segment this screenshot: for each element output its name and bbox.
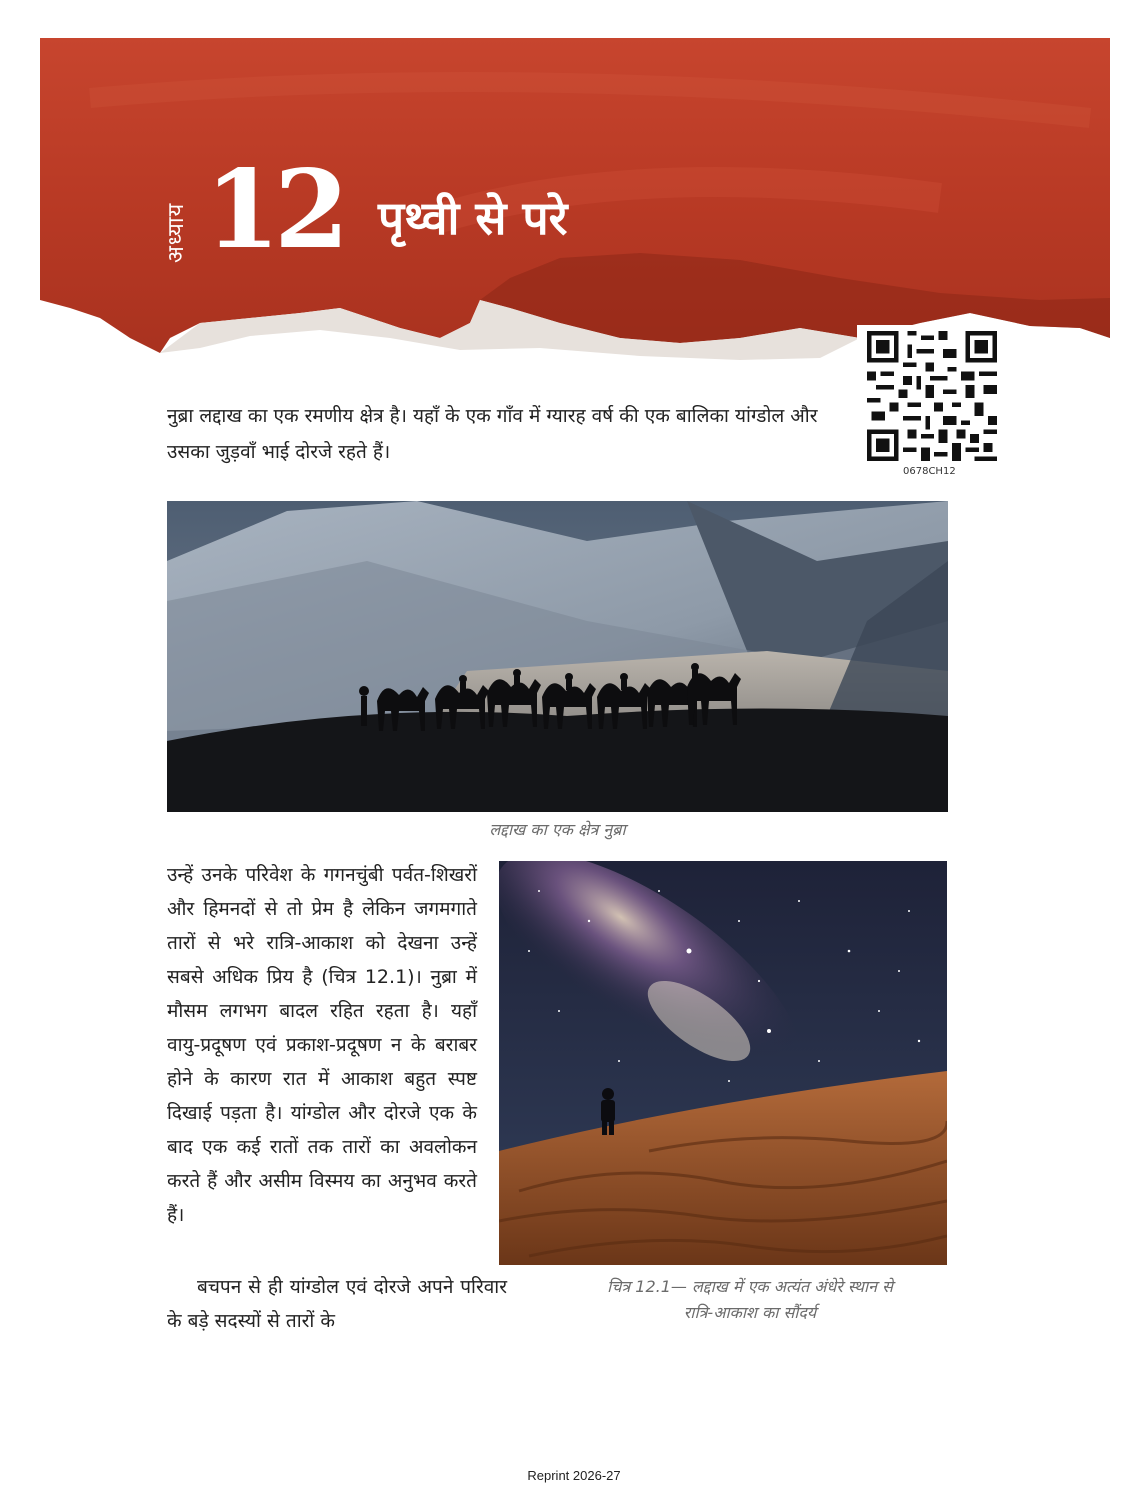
- chapter-label: अध्याय: [164, 202, 189, 263]
- nubra-photo: [167, 501, 948, 812]
- red-paper-banner: [40, 38, 1110, 368]
- chapter-banner: [40, 38, 1110, 368]
- intro-paragraph: नुब्रा लद्दाख का एक रमणीय क्षेत्र है। यहाँ के एक गाँव में ग्यारह वर्ष की एक बालिका यांग्डोल और उसका जुड़वाँ भाई दोरजे रहते हैं।: [167, 405, 818, 463]
- qr-code[interactable]: [857, 325, 1007, 463]
- night-sky-photo: [499, 861, 947, 1265]
- qr-code-icon: [864, 331, 1000, 461]
- chapter-number: 12: [205, 147, 344, 273]
- reprint-footer: Reprint 2026-27: [527, 1468, 621, 1483]
- body-paragraph-1: उन्हें उनके परिवेश के गगनचुंबी पर्वत-शिखरों और हिमनदों से तो प्रेम है लेकिन जगमगाते तारों से भरे रात्रि-आकाश को देखना उन्हें सबसे अधिक प्रिय है (चित्र 12.1)। नुब्रा में मौसम लगभग बादल रहित रहता है। यहाँ वायु-प्रदूषण एवं प्रकाश-प्रदूषण न के बराबर होने के कारण रात में आकाश बहुत स्पष्ट दिखाई पड़ता है। यांग्डोल और दोरजे एक के बाद एक कई रातों तक तारों का अवलोकन करते हैं और असीम विस्मय का अनुभव करते हैं।: [167, 864, 477, 1226]
- chapter-title: पृथ्वी से परे: [378, 191, 568, 245]
- night-sky-caption: [540, 1274, 960, 1326]
- qr-code-label: 0678CH12: [903, 466, 956, 477]
- night-sky-caption-line-2: रात्रि-आकाश का सौंदर्य: [683, 1303, 817, 1322]
- body-paragraph-2: बचपन से ही यांग्डोल एवं दोरजे अपने परिवार के बड़े सदस्यों से तारों के: [167, 1276, 507, 1332]
- nubra-caption: लद्दाख का एक क्षेत्र नुब्रा: [489, 820, 626, 839]
- mountain-camels-illustration: [167, 501, 948, 812]
- milky-way-dune-illustration: [499, 861, 947, 1265]
- night-sky-caption-line-1: चित्र 12.1— लद्दाख में एक अत्यंत अंधेरे स्थान से: [607, 1277, 893, 1296]
